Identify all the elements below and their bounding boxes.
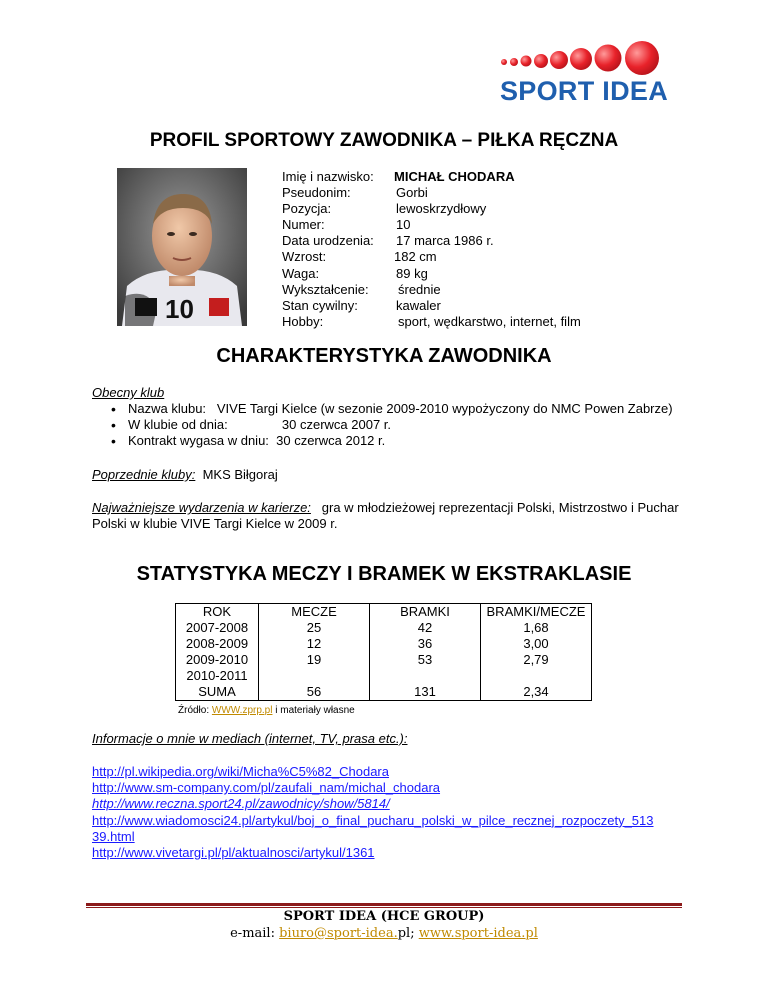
media-link[interactable]: http://www.sm-company.com/pl/zaufali_nam/michal_chodara	[92, 780, 441, 796]
media-link[interactable]: http://www.vivetargi.pl/pl/aktualnosci/artykul/1361	[92, 845, 375, 861]
media-link[interactable]: http://www.wiadomosci24.pl/artykul/boj_o_final_pucharu_polski_w_pilce_recznej_rozpoczety_513	[92, 812, 654, 828]
logo-dots-icon	[498, 38, 678, 78]
sport-idea-logo	[498, 38, 678, 114]
source-note: Źródło: WWW.zprp.pl i materiały własne	[178, 705, 355, 716]
characteristics-title: CHARAKTERYSTYKA ZAWODNIKA	[216, 345, 552, 367]
footer-company: SPORT IDEA (HCE GROUP)	[283, 909, 485, 924]
footer-divider	[86, 903, 682, 906]
page-title: PROFIL SPORTOWY ZAWODNIKA – PIŁKA RĘCZNA	[149, 130, 619, 151]
media-links	[92, 764, 654, 861]
email-link[interactable]: biuro@sport-idea.	[279, 926, 398, 941]
header-cell: ROK	[176, 604, 259, 621]
stats-title: STATYSTYKA MECZY I BRAMEK W EKSTRAKLASIE	[136, 563, 632, 585]
current-club-heading: Obecny klub	[92, 385, 165, 400]
website-link[interactable]: www.sport-idea.pl	[418, 926, 538, 941]
career-highlights: Najważniejsze wydarzenia w karierze: gra w młodzieżowej reprezentacji Polski, Mistrzostwo i Puchar Polski w klubie VIVE Targi Kielce w 2009 r.	[92, 500, 679, 531]
table-row: 2007-2008 25 42 1,68	[176, 620, 592, 636]
jersey-number: 10	[165, 294, 194, 324]
stats-table	[175, 603, 592, 701]
media-link[interactable]: http://pl.wikipedia.org/wiki/Micha%C5%82_Chodara	[92, 764, 389, 779]
table-row: 2009-2010 19 53 2,79	[176, 652, 592, 668]
list-item: • Kontrakt wygasa w dniu: 30 czerwca 2012 r.	[108, 433, 673, 449]
footer-contact: e-mail: biuro@sport-idea.pl; www.sport-idea.pl	[230, 926, 538, 941]
current-club-section	[92, 385, 673, 449]
header-cell: BRAMKI	[370, 604, 481, 621]
media-link[interactable]: http://www.reczna.sport24.pl/zawodnicy/show/5814/	[92, 796, 390, 812]
previous-clubs: Poprzednie kluby: MKS Biłgoraj	[92, 467, 278, 482]
list-item: • Nazwa klubu: VIVE Targi Kielce (w sezonie 2009-2010 wypożyczony do NMC Powen Zabrze)	[108, 401, 673, 417]
media-heading: Informacje o mnie w mediach (internet, TV, prasa etc.):	[92, 731, 408, 746]
table-row: SUMA 56 131 2,34	[176, 684, 592, 701]
player-photo	[117, 168, 247, 326]
header-cell: BRAMKI/MECZE	[481, 604, 592, 621]
header-cell: MECZE	[259, 604, 370, 621]
table-row: 2008-2009 12 36 3,00	[176, 636, 592, 652]
footer-divider-thin	[86, 907, 682, 908]
source-link[interactable]: WWW.zprp.pl	[211, 705, 273, 716]
table-row	[176, 604, 592, 621]
table-row: 2010-2011	[176, 668, 592, 684]
logo-text: SPORT IDEA	[500, 76, 669, 106]
list-item: • W klubie od dnia: 30 czerwca 2007 r.	[108, 417, 673, 433]
media-link[interactable]: 39.html	[92, 828, 135, 844]
